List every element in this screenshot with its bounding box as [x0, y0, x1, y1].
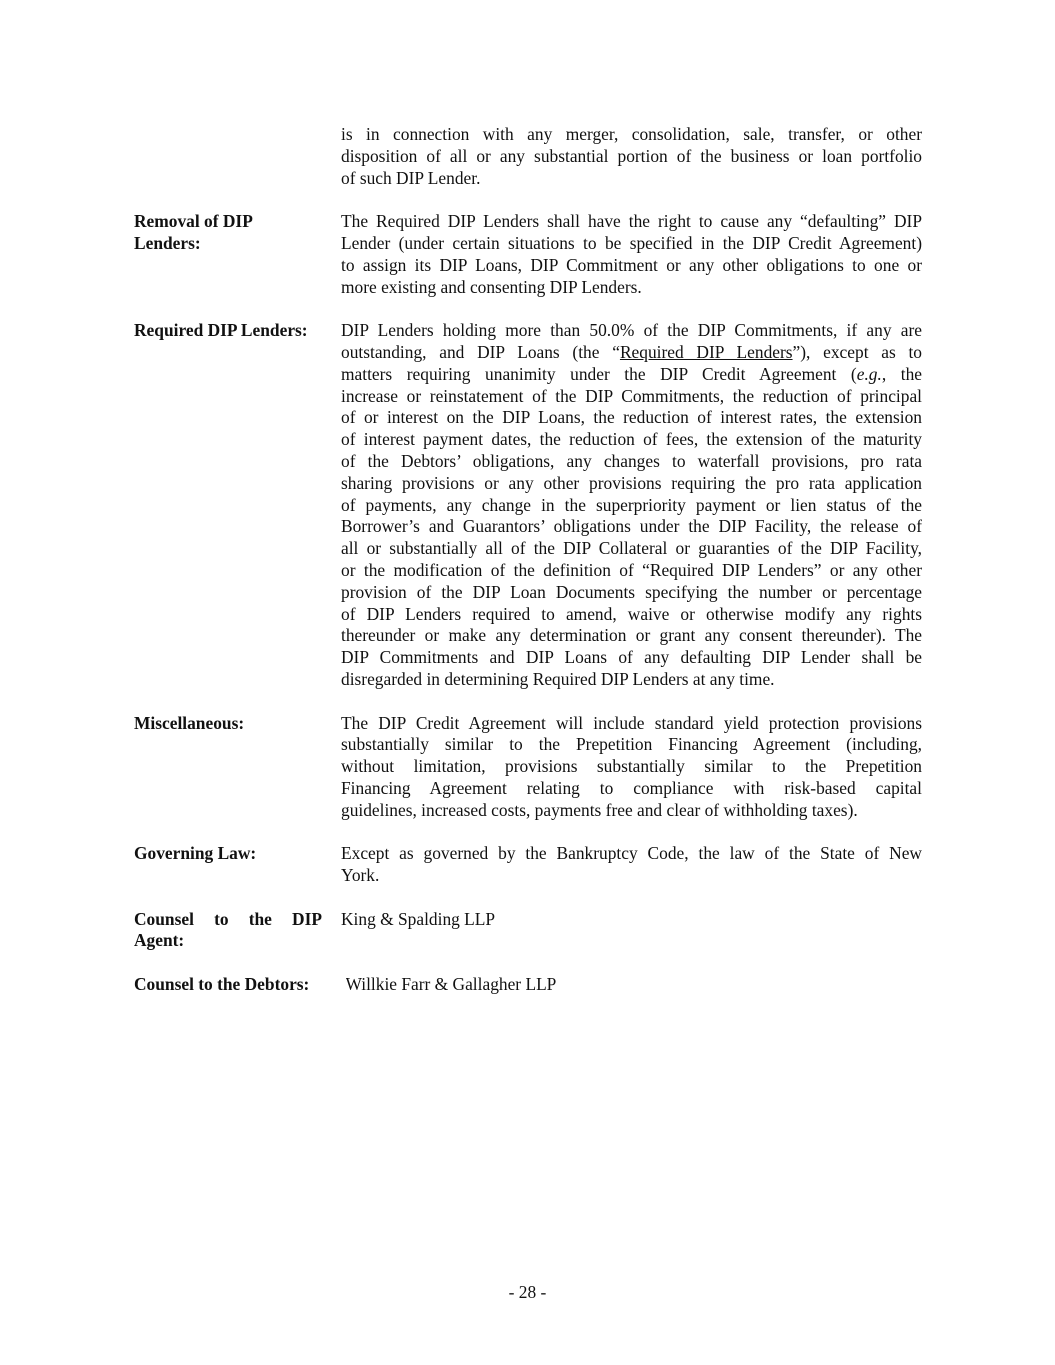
term-label	[134, 974, 321, 996]
text-line: or the modification of the definition of “Required DIP Lenders” or any other	[341, 559, 922, 580]
text-line: King & Spalding LLP	[341, 908, 496, 929]
text-line: without limitation, provisions substantially similar to the Prepetition	[341, 756, 922, 777]
text-line: Borrower’s and Guarantors’ obligations under the DIP Facility, the release of	[341, 516, 922, 537]
text-line: of DIP Lenders required to amend, waive or otherwise modify any rights	[341, 603, 922, 624]
text-line: disposition of all or any substantial portion of the business or loan portfolio	[341, 145, 922, 166]
term-label-line: Counsel to the DIP	[134, 908, 322, 929]
page-number: - 28 -	[508, 1282, 547, 1302]
term-section	[134, 124, 922, 189]
text-line: The Required DIP Lenders shall have the right to cause any “defaulting” DIP	[341, 211, 922, 232]
text-line: substantially similar to the Prepetition Financing Agreement (including,	[341, 734, 922, 755]
defined-term: Required DIP Lenders	[619, 341, 793, 362]
term-label-line: Agent:	[134, 930, 185, 951]
text-segment: outstanding, and DIP Loans (the “	[341, 341, 620, 362]
term-section	[134, 843, 922, 887]
italic-text: e.g.	[856, 363, 882, 384]
term-text	[341, 909, 922, 953]
text-line: to assign its DIP Loans, DIP Commitment or any other obligations to one or	[341, 254, 922, 275]
text-line: Willkie Farr & Gallagher LLP	[345, 974, 557, 995]
term-label-line: Lenders:	[134, 232, 201, 253]
term-label-line: Counsel to the Debtors:	[134, 974, 310, 995]
text-line: sharing provisions or any other provisions requiring the pro rata application	[341, 472, 922, 493]
term-label-line: Governing Law:	[134, 843, 257, 864]
term-section	[134, 974, 922, 996]
text-line: of the Debtors’ obligations, any changes to waterfall provisions, pro rata	[341, 450, 922, 471]
document-body	[134, 124, 922, 1018]
term-text	[340, 974, 922, 996]
text-line: DIP Lenders holding more than 50.0% of the DIP Commitments, if any are	[341, 320, 922, 341]
term-label-line: Miscellaneous:	[134, 712, 245, 733]
text-line: Except as governed by the Bankruptcy Code, the law of the State of New	[341, 843, 922, 864]
term-text	[341, 320, 922, 691]
term-label	[134, 124, 322, 189]
text-line: of interest payment dates, the reduction of fees, the extension of the maturity	[341, 429, 922, 450]
term-section	[134, 713, 922, 822]
text-segment: ”), except as to	[792, 341, 922, 362]
text-line: is in connection with any merger, consolidation, sale, transfer, or other	[341, 124, 922, 144]
text-line: of or interest on the DIP Loans, the reduction of interest rates, the extension	[341, 407, 922, 428]
term-label	[134, 211, 322, 298]
text-line	[341, 342, 922, 364]
term-text	[341, 211, 922, 298]
text-line: DIP Commitments and DIP Loans of any defaulting DIP Lender shall be	[341, 647, 922, 668]
term-text	[341, 713, 922, 822]
text-line	[341, 364, 922, 386]
text-line: increase or reinstatement of the DIP Commitments, the reduction of principal	[341, 385, 922, 406]
term-text	[341, 843, 922, 887]
text-line: of such DIP Lender.	[341, 167, 481, 188]
term-label-line: Required DIP Lenders:	[134, 320, 308, 341]
text-line: York.	[341, 865, 380, 886]
term-label-line: Removal of DIP	[134, 211, 253, 232]
term-label	[134, 713, 322, 822]
text-line: thereunder or make any determination or grant any consent thereunder). The	[341, 625, 922, 646]
term-section	[134, 909, 922, 953]
term-label	[134, 320, 322, 691]
term-label	[134, 909, 322, 953]
text-line: more existing and consenting DIP Lenders.	[341, 276, 642, 297]
text-line: all or substantially all of the DIP Collateral or guaranties of the DIP Facility,	[341, 538, 922, 559]
term-section	[134, 320, 922, 691]
text-line: The DIP Credit Agreement will include standard yield protection provisions	[341, 712, 922, 733]
text-segment: , the	[881, 363, 922, 384]
text-line: of payments, any change in the superpriority payment or lien status of the	[341, 494, 922, 515]
text-line: disregarded in determining Required DIP Lenders at any time.	[341, 668, 775, 689]
term-text	[341, 124, 922, 189]
text-line: provision of the DIP Loan Documents specifying the number or percentage	[341, 581, 922, 602]
text-segment: matters requiring unanimity under the DIP Credit Agreement (	[341, 363, 857, 384]
text-line: Lender (under certain situations to be specified in the DIP Credit Agreement)	[341, 232, 922, 253]
term-section	[134, 211, 922, 298]
term-label	[134, 843, 322, 887]
text-line: guidelines, increased costs, payments free and clear of withholding taxes).	[341, 799, 858, 820]
text-line: Financing Agreement relating to compliance with risk-based capital	[341, 777, 922, 798]
